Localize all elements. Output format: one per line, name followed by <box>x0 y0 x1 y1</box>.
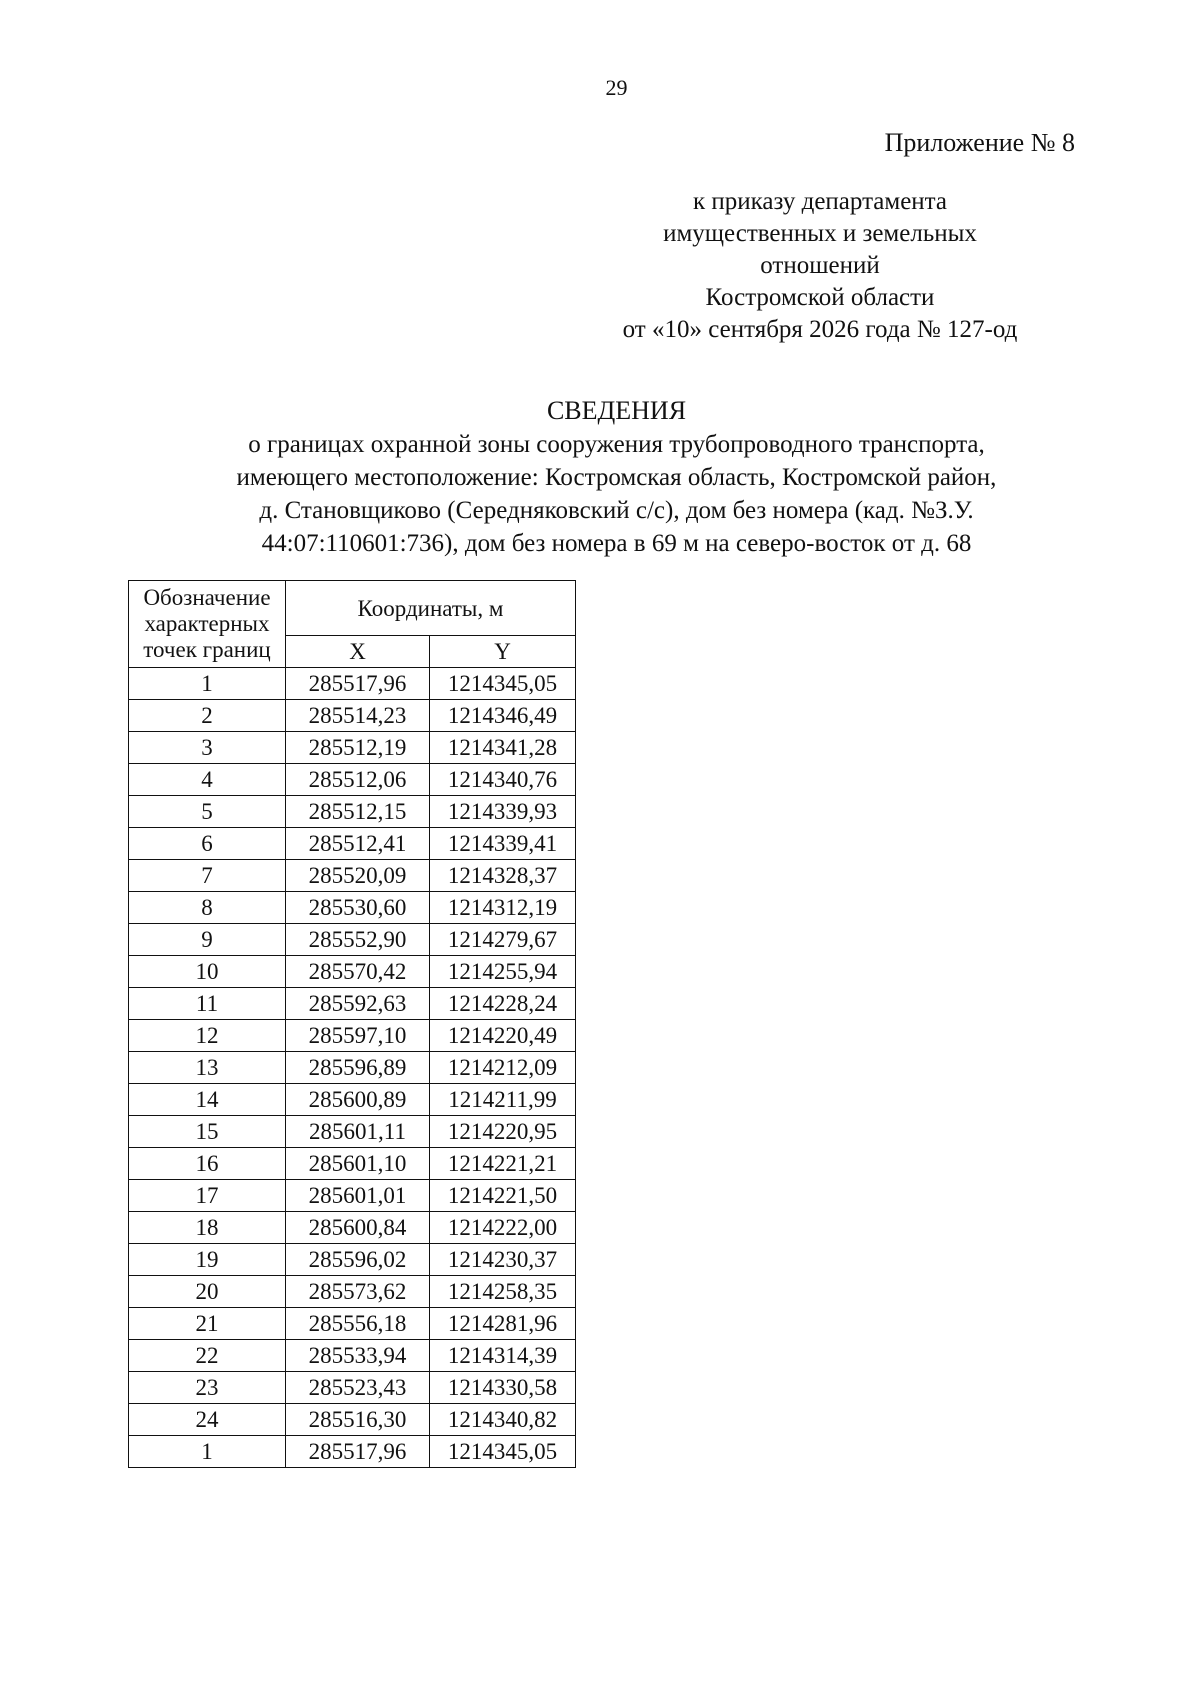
y-coordinate-cell: 1214341,28 <box>430 732 576 764</box>
point-number-cell: 16 <box>129 1148 286 1180</box>
y-coordinate-cell: 1214255,94 <box>430 956 576 988</box>
table-row <box>129 1244 576 1276</box>
y-coordinate-cell: 1214220,49 <box>430 1020 576 1052</box>
x-coordinate-cell: 285573,62 <box>286 1276 430 1308</box>
y-coordinate-cell: 1214339,41 <box>430 828 576 860</box>
x-coordinate-cell: 285601,10 <box>286 1148 430 1180</box>
y-coordinate-cell: 1214345,05 <box>430 668 576 700</box>
table-row <box>129 1148 576 1180</box>
point-number-cell: 7 <box>129 860 286 892</box>
y-coordinate-cell: 1214220,95 <box>430 1116 576 1148</box>
table-row <box>129 924 576 956</box>
x-coordinate-cell: 285600,84 <box>286 1212 430 1244</box>
table-row <box>129 1436 576 1468</box>
y-coordinate-cell: 1214221,21 <box>430 1148 576 1180</box>
table-row <box>129 796 576 828</box>
y-coordinate-cell: 1214330,58 <box>430 1372 576 1404</box>
table-row <box>129 732 576 764</box>
table-row <box>129 1372 576 1404</box>
y-coordinate-cell: 1214339,93 <box>430 796 576 828</box>
y-coordinate-cell: 1214314,39 <box>430 1340 576 1372</box>
table-row <box>129 860 576 892</box>
x-coordinate-cell: 285514,23 <box>286 700 430 732</box>
y-coordinate-cell: 1214228,24 <box>430 988 576 1020</box>
x-coordinate-cell: 285517,96 <box>286 1436 430 1468</box>
point-number-cell: 2 <box>129 700 286 732</box>
table-row <box>129 700 576 732</box>
x-coordinate-cell: 285597,10 <box>286 1020 430 1052</box>
table-row <box>129 828 576 860</box>
point-number-cell: 5 <box>129 796 286 828</box>
x-coordinate-cell: 285601,11 <box>286 1116 430 1148</box>
table-row <box>129 956 576 988</box>
x-coordinate-cell: 285512,15 <box>286 796 430 828</box>
y-coordinate-cell: 1214211,99 <box>430 1084 576 1116</box>
document-subtitle <box>0 428 1200 560</box>
table-row <box>129 1404 576 1436</box>
point-number-cell: 9 <box>129 924 286 956</box>
point-number-cell: 12 <box>129 1020 286 1052</box>
point-number-cell: 13 <box>129 1052 286 1084</box>
order-ref-line: отношений <box>760 252 880 279</box>
x-coordinate-cell: 285512,06 <box>286 764 430 796</box>
x-coordinate-cell: 285552,90 <box>286 924 430 956</box>
table-row <box>129 1084 576 1116</box>
table-row <box>129 1308 576 1340</box>
point-number-cell: 17 <box>129 1180 286 1212</box>
y-coordinate-cell: 1214221,50 <box>430 1180 576 1212</box>
point-number-cell: 1 <box>129 1436 286 1468</box>
x-coordinate-cell: 285517,96 <box>286 668 430 700</box>
point-number-cell: 22 <box>129 1340 286 1372</box>
y-coordinate-cell: 1214340,82 <box>430 1404 576 1436</box>
point-number-cell: 8 <box>129 892 286 924</box>
coordinates-table <box>128 580 576 1468</box>
order-ref-line: Костромской области <box>705 284 935 311</box>
x-coordinate-cell: 285512,19 <box>286 732 430 764</box>
x-coordinate-cell: 285523,43 <box>286 1372 430 1404</box>
point-number-cell: 19 <box>129 1244 286 1276</box>
y-coordinate-cell: 1214340,76 <box>430 764 576 796</box>
y-column-header: Y <box>430 636 576 668</box>
point-number-cell: 14 <box>129 1084 286 1116</box>
subtitle-line: о границах охранной зоны сооружения трубопроводного транспорта, <box>248 431 985 458</box>
coordinates-header: Координаты, м <box>286 581 576 636</box>
x-coordinate-cell: 285530,60 <box>286 892 430 924</box>
table-row <box>129 1052 576 1084</box>
point-number-cell: 18 <box>129 1212 286 1244</box>
table-row <box>129 764 576 796</box>
y-coordinate-cell: 1214281,96 <box>430 1308 576 1340</box>
table-row <box>129 1276 576 1308</box>
x-coordinate-cell: 285596,02 <box>286 1244 430 1276</box>
subtitle-line: 44:07:110601:736), дом без номера в 69 м на северо-восток от д. 68 <box>261 530 972 557</box>
x-coordinate-cell: 285592,63 <box>286 988 430 1020</box>
x-coordinate-cell: 285533,94 <box>286 1340 430 1372</box>
page-number: 29 <box>605 75 628 100</box>
order-ref-line: от «10» сентября 2026 года № 127-од <box>622 316 1018 343</box>
point-number-cell: 6 <box>129 828 286 860</box>
x-coordinate-cell: 285520,09 <box>286 860 430 892</box>
x-coordinate-cell: 285516,30 <box>286 1404 430 1436</box>
y-coordinate-cell: 1214328,37 <box>430 860 576 892</box>
order-reference <box>560 186 1080 346</box>
appendix-label: Приложение № 8 <box>884 128 1075 157</box>
table-row <box>129 668 576 700</box>
y-coordinate-cell: 1214230,37 <box>430 1244 576 1276</box>
x-coordinate-cell: 285600,89 <box>286 1084 430 1116</box>
point-number-cell: 1 <box>129 668 286 700</box>
table-row <box>129 1020 576 1052</box>
subtitle-line: имеющего местоположение: Костромская область, Костромской район, <box>236 464 997 491</box>
y-coordinate-cell: 1214312,19 <box>430 892 576 924</box>
x-coordinate-cell: 285601,01 <box>286 1180 430 1212</box>
table-body <box>129 668 576 1468</box>
x-column-header: X <box>286 636 430 668</box>
point-number-cell: 4 <box>129 764 286 796</box>
y-coordinate-cell: 1214222,00 <box>430 1212 576 1244</box>
order-ref-line: к приказу департамента <box>692 188 948 215</box>
table-row <box>129 892 576 924</box>
point-number-cell: 10 <box>129 956 286 988</box>
table-row <box>129 1180 576 1212</box>
point-column-header: Обозначение характерных точек границ <box>129 581 286 668</box>
y-coordinate-cell: 1214212,09 <box>430 1052 576 1084</box>
subtitle-line: д. Становщиково (Середняковский с/с), дом без номера (кад. №З.У. <box>259 497 974 524</box>
document-title: СВЕДЕНИЯ <box>546 396 687 425</box>
y-coordinate-cell: 1214258,35 <box>430 1276 576 1308</box>
point-number-cell: 3 <box>129 732 286 764</box>
table-row <box>129 1340 576 1372</box>
y-coordinate-cell: 1214345,05 <box>430 1436 576 1468</box>
table-row <box>129 1116 576 1148</box>
table-row <box>129 988 576 1020</box>
point-number-cell: 11 <box>129 988 286 1020</box>
table-row <box>129 1212 576 1244</box>
x-coordinate-cell: 285570,42 <box>286 956 430 988</box>
point-number-cell: 20 <box>129 1276 286 1308</box>
x-coordinate-cell: 285556,18 <box>286 1308 430 1340</box>
point-number-cell: 23 <box>129 1372 286 1404</box>
order-ref-line: имущественных и земельных <box>663 220 977 247</box>
y-coordinate-cell: 1214279,67 <box>430 924 576 956</box>
x-coordinate-cell: 285596,89 <box>286 1052 430 1084</box>
point-number-cell: 21 <box>129 1308 286 1340</box>
point-number-cell: 24 <box>129 1404 286 1436</box>
point-number-cell: 15 <box>129 1116 286 1148</box>
x-coordinate-cell: 285512,41 <box>286 828 430 860</box>
y-coordinate-cell: 1214346,49 <box>430 700 576 732</box>
